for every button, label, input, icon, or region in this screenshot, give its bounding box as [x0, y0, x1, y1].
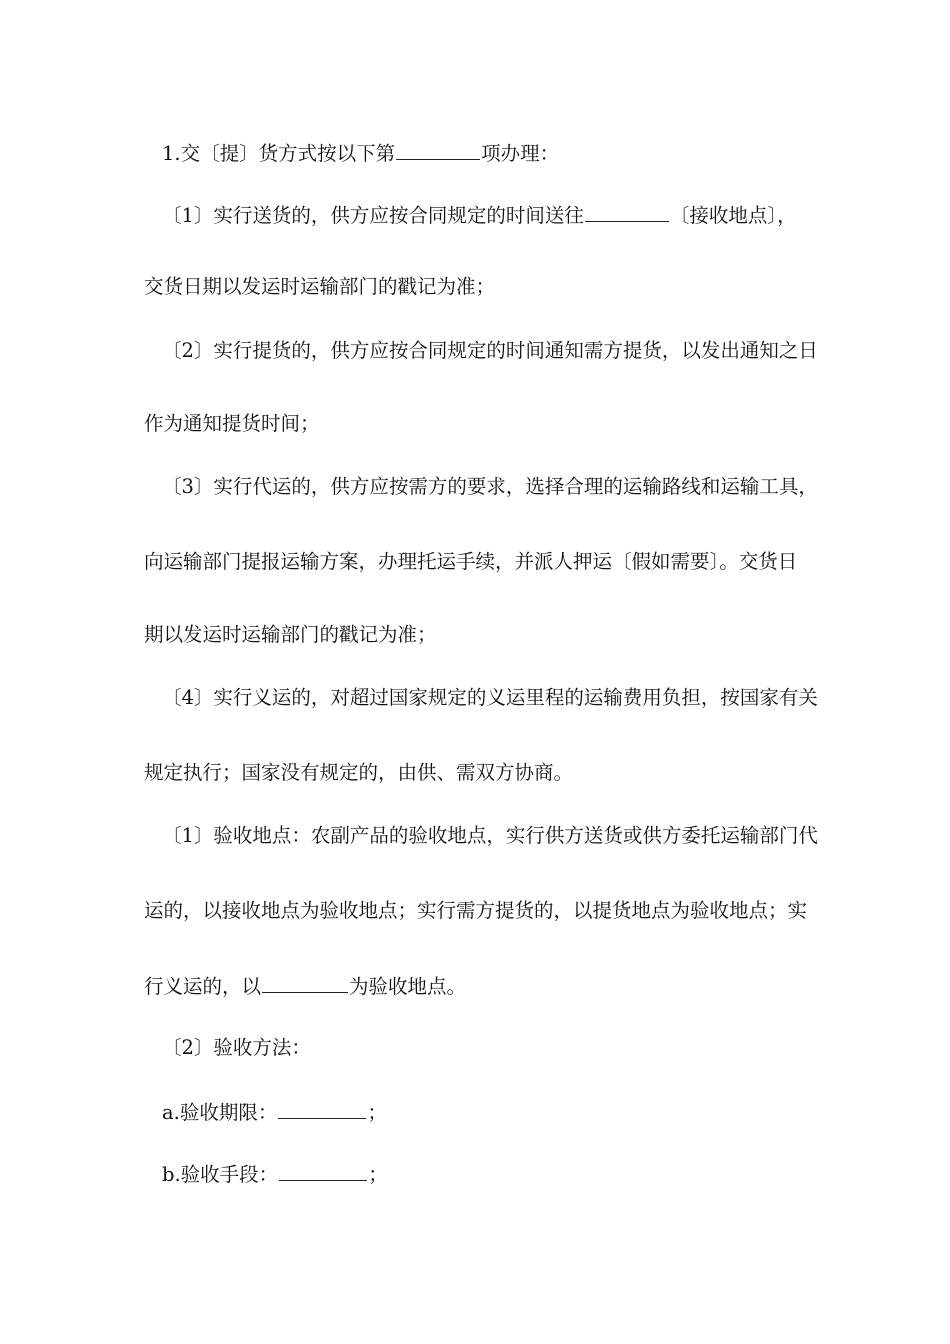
paragraph-line	[162, 203, 797, 226]
line-text: 〔接收地点〕，	[669, 204, 797, 227]
paragraph-line: 向运输部门提报运输方案，办理托运手续，并派人押运〔假如需要〕。交货日	[144, 550, 798, 573]
paragraph-line: 〔4〕实行义运的，对超过国家规定的义运里程的运输费用负担，按国家有关	[162, 686, 818, 709]
paragraph-line	[144, 974, 466, 997]
fill-in-blank[interactable]	[262, 974, 348, 993]
line-text: 为验收地点。	[349, 975, 467, 998]
fill-in-blank[interactable]	[279, 1162, 367, 1181]
inspection-means-line	[162, 1162, 388, 1185]
line-text: b.验收手段：	[162, 1163, 279, 1186]
paragraph-line: 期以发运时运输部门的戳记为准；	[144, 623, 437, 646]
paragraph-line: 〔2〕验收方法：	[162, 1036, 311, 1059]
line-text: ；	[367, 1101, 387, 1124]
line-text: ；	[368, 1163, 388, 1186]
paragraph-line: 〔3〕实行代运的，供方应按需方的要求，选择合理的运输路线和运输工具，	[162, 475, 818, 498]
paragraph-line: 运的，以接收地点为验收地点；实行需方提货的，以提货地点为验收地点；实	[144, 899, 808, 922]
line-text: 项办理：	[481, 142, 560, 165]
paragraph-line: 〔1〕验收地点：农副产品的验收地点，实行供方送货或供方委托运输部门代	[162, 824, 818, 847]
line-text: 〔1〕实行送货的，供方应按合同规定的时间送往	[162, 204, 584, 227]
line-text: 行义运的，以	[144, 975, 262, 998]
inspection-period-line	[162, 1100, 387, 1123]
paragraph-line: 〔2〕实行提货的，供方应按合同规定的时间通知需方提货，以发出通知之日	[162, 339, 818, 362]
fill-in-blank[interactable]	[396, 141, 480, 160]
delivery-method-line	[162, 141, 559, 164]
paragraph-line: 交货日期以发运时运输部门的戳记为准；	[144, 275, 496, 298]
paragraph-line: 作为通知提货时间；	[144, 412, 320, 435]
fill-in-blank[interactable]	[278, 1100, 366, 1119]
line-text: 1.交〔提〕货方式按以下第	[162, 142, 396, 165]
paragraph-line: 规定执行；国家没有规定的，由供、需双方协商。	[144, 761, 574, 784]
fill-in-blank[interactable]	[585, 203, 669, 222]
line-text: a.验收期限：	[162, 1101, 278, 1124]
